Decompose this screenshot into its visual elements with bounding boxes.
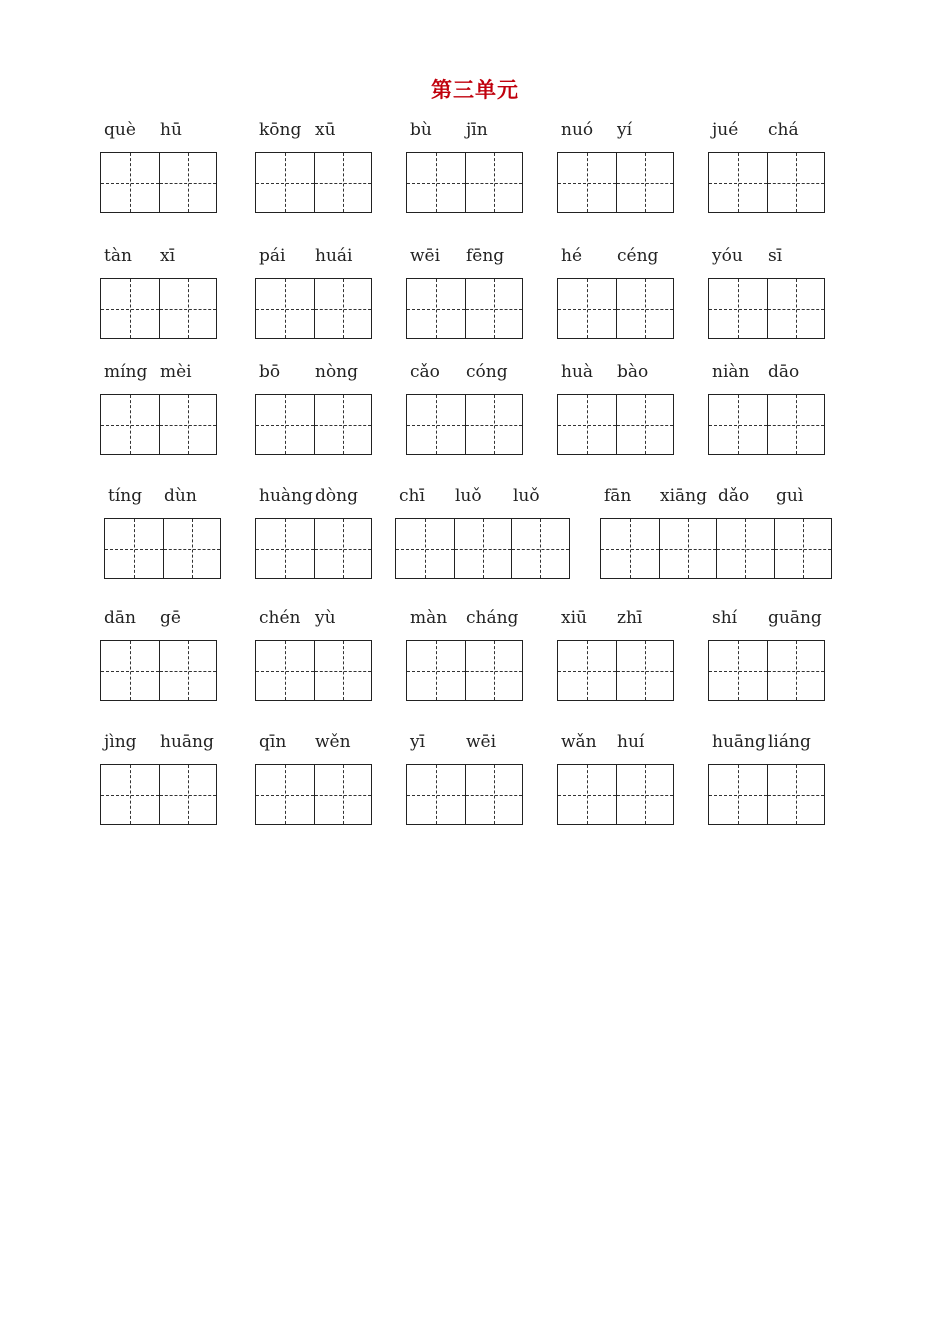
character-box[interactable] bbox=[105, 519, 163, 578]
pinyin-syllable: mèi bbox=[160, 362, 192, 382]
writing-grid[interactable] bbox=[255, 518, 372, 579]
character-box[interactable] bbox=[767, 279, 825, 338]
pinyin-syllable: zhī bbox=[617, 608, 643, 628]
pinyin-syllable: hé bbox=[561, 246, 583, 266]
character-box[interactable] bbox=[256, 395, 314, 454]
character-box[interactable] bbox=[407, 279, 465, 338]
writing-grid[interactable] bbox=[255, 764, 372, 825]
character-box[interactable] bbox=[709, 153, 767, 212]
character-box[interactable] bbox=[407, 153, 465, 212]
writing-grid[interactable] bbox=[395, 518, 570, 579]
writing-grid[interactable] bbox=[255, 640, 372, 701]
character-box[interactable] bbox=[465, 153, 523, 212]
writing-grid[interactable] bbox=[255, 152, 372, 213]
pinyin-syllable: cháng bbox=[466, 608, 519, 628]
writing-grid[interactable] bbox=[406, 278, 523, 339]
pinyin-syllable: tíng bbox=[108, 486, 143, 506]
character-box[interactable] bbox=[558, 765, 616, 824]
writing-grid[interactable] bbox=[600, 518, 832, 579]
character-box[interactable] bbox=[709, 641, 767, 700]
writing-grid[interactable] bbox=[708, 278, 825, 339]
pinyin-syllable: màn bbox=[410, 608, 448, 628]
character-box[interactable] bbox=[256, 765, 314, 824]
character-box[interactable] bbox=[465, 279, 523, 338]
pinyin-syllable: kōng bbox=[259, 120, 302, 140]
writing-grid[interactable] bbox=[100, 764, 217, 825]
pinyin-syllable: huái bbox=[315, 246, 353, 266]
character-box[interactable] bbox=[454, 519, 512, 578]
writing-grid[interactable] bbox=[406, 152, 523, 213]
writing-grid[interactable] bbox=[104, 518, 221, 579]
character-box[interactable] bbox=[101, 153, 159, 212]
writing-grid[interactable] bbox=[406, 394, 523, 455]
character-box[interactable] bbox=[407, 641, 465, 700]
character-box[interactable] bbox=[407, 395, 465, 454]
pinyin-syllable: dāo bbox=[768, 362, 800, 382]
pinyin-syllable: liáng bbox=[768, 732, 811, 752]
pinyin-syllable: bù bbox=[410, 120, 432, 140]
character-box[interactable] bbox=[256, 279, 314, 338]
writing-grid[interactable] bbox=[100, 394, 217, 455]
pinyin-syllable: wēi bbox=[410, 246, 441, 266]
pinyin-syllable: cóng bbox=[466, 362, 508, 382]
character-box[interactable] bbox=[101, 279, 159, 338]
character-box[interactable] bbox=[616, 395, 674, 454]
pinyin-syllable: hū bbox=[160, 120, 182, 140]
character-box[interactable] bbox=[314, 279, 372, 338]
writing-grid[interactable] bbox=[100, 152, 217, 213]
writing-grid[interactable] bbox=[708, 152, 825, 213]
pinyin-syllable: céng bbox=[617, 246, 659, 266]
writing-grid[interactable] bbox=[255, 278, 372, 339]
pinyin-syllable: nuó bbox=[561, 120, 594, 140]
character-box[interactable] bbox=[159, 395, 217, 454]
pinyin-syllable: dǎo bbox=[718, 486, 750, 506]
character-box[interactable] bbox=[558, 279, 616, 338]
writing-grid[interactable] bbox=[557, 640, 674, 701]
character-box[interactable] bbox=[709, 279, 767, 338]
pinyin-syllable: dùn bbox=[164, 486, 197, 506]
character-box[interactable] bbox=[396, 519, 454, 578]
pinyin-syllable: chá bbox=[768, 120, 799, 140]
character-box[interactable] bbox=[314, 641, 372, 700]
pinyin-syllable: pái bbox=[259, 246, 286, 266]
pinyin-syllable: yù bbox=[315, 608, 336, 628]
writing-grid[interactable] bbox=[708, 394, 825, 455]
character-box[interactable] bbox=[256, 641, 314, 700]
character-box[interactable] bbox=[314, 395, 372, 454]
pinyin-syllable: bō bbox=[259, 362, 281, 382]
pinyin-syllable: cǎo bbox=[410, 362, 440, 382]
writing-grid[interactable] bbox=[708, 640, 825, 701]
pinyin-syllable: bào bbox=[617, 362, 649, 382]
character-box[interactable] bbox=[767, 153, 825, 212]
pinyin-syllable: xiāng bbox=[660, 486, 707, 506]
pinyin-syllable: què bbox=[104, 120, 136, 140]
character-box[interactable] bbox=[767, 641, 825, 700]
character-box[interactable] bbox=[314, 153, 372, 212]
character-box[interactable] bbox=[101, 641, 159, 700]
writing-grid[interactable] bbox=[100, 278, 217, 339]
pinyin-syllable: jué bbox=[712, 120, 739, 140]
pinyin-syllable: xiū bbox=[561, 608, 587, 628]
writing-grid[interactable] bbox=[708, 764, 825, 825]
character-box[interactable] bbox=[465, 641, 523, 700]
page-title: 第三单元 bbox=[431, 78, 519, 102]
pinyin-syllable: huà bbox=[561, 362, 594, 382]
pinyin-syllable: wěn bbox=[315, 732, 351, 752]
pinyin-syllable: wǎn bbox=[561, 732, 597, 752]
character-box[interactable] bbox=[159, 641, 217, 700]
pinyin-syllable: xī bbox=[160, 246, 176, 266]
character-box[interactable] bbox=[407, 765, 465, 824]
pinyin-syllable: yī bbox=[410, 732, 426, 752]
pinyin-syllable: huí bbox=[617, 732, 645, 752]
pinyin-syllable: sī bbox=[768, 246, 783, 266]
pinyin-syllable: yóu bbox=[712, 246, 743, 266]
pinyin-syllable: xū bbox=[315, 120, 336, 140]
pinyin-syllable: jīn bbox=[466, 120, 488, 140]
character-box[interactable] bbox=[616, 153, 674, 212]
pinyin-syllable: nòng bbox=[315, 362, 359, 382]
pinyin-syllable: míng bbox=[104, 362, 148, 382]
character-box[interactable] bbox=[709, 395, 767, 454]
character-box[interactable] bbox=[558, 153, 616, 212]
writing-grid[interactable] bbox=[100, 640, 217, 701]
character-box[interactable] bbox=[163, 519, 221, 578]
character-box[interactable] bbox=[767, 765, 825, 824]
character-box[interactable] bbox=[314, 519, 372, 578]
pinyin-syllable: huāng bbox=[160, 732, 214, 752]
pinyin-syllable: fēng bbox=[466, 246, 505, 266]
character-box[interactable] bbox=[616, 765, 674, 824]
pinyin-syllable: luǒ bbox=[513, 486, 540, 506]
character-box[interactable] bbox=[101, 395, 159, 454]
pinyin-syllable: luǒ bbox=[455, 486, 482, 506]
character-box[interactable] bbox=[159, 153, 217, 212]
writing-grid[interactable] bbox=[557, 394, 674, 455]
pinyin-syllable: dān bbox=[104, 608, 136, 628]
character-box[interactable] bbox=[256, 153, 314, 212]
pinyin-syllable: huàng bbox=[259, 486, 313, 506]
character-box[interactable] bbox=[767, 395, 825, 454]
writing-grid[interactable] bbox=[255, 394, 372, 455]
writing-grid[interactable] bbox=[557, 278, 674, 339]
pinyin-syllable: chén bbox=[259, 608, 301, 628]
character-box[interactable] bbox=[659, 519, 717, 578]
pinyin-syllable: wēi bbox=[466, 732, 497, 752]
character-box[interactable] bbox=[616, 641, 674, 700]
character-box[interactable] bbox=[716, 519, 774, 578]
writing-grid[interactable] bbox=[557, 764, 674, 825]
pinyin-syllable: chī bbox=[399, 486, 425, 506]
pinyin-syllable: guāng bbox=[768, 608, 822, 628]
pinyin-syllable: fān bbox=[604, 486, 632, 506]
pinyin-syllable: dòng bbox=[315, 486, 358, 506]
pinyin-syllable: gē bbox=[160, 608, 181, 628]
character-box[interactable] bbox=[256, 519, 314, 578]
pinyin-syllable: niàn bbox=[712, 362, 750, 382]
writing-grid[interactable] bbox=[406, 764, 523, 825]
pinyin-syllable: shí bbox=[712, 608, 738, 628]
character-box[interactable] bbox=[511, 519, 569, 578]
pinyin-syllable: yí bbox=[617, 120, 633, 140]
writing-grid[interactable] bbox=[557, 152, 674, 213]
writing-grid[interactable] bbox=[406, 640, 523, 701]
character-box[interactable] bbox=[616, 279, 674, 338]
character-box[interactable] bbox=[159, 765, 217, 824]
character-box[interactable] bbox=[774, 519, 832, 578]
character-box[interactable] bbox=[558, 395, 616, 454]
character-box[interactable] bbox=[159, 279, 217, 338]
pinyin-syllable: tàn bbox=[104, 246, 132, 266]
character-box[interactable] bbox=[601, 519, 659, 578]
pinyin-syllable: huāng bbox=[712, 732, 766, 752]
pinyin-syllable: guì bbox=[776, 486, 804, 506]
character-box[interactable] bbox=[465, 395, 523, 454]
pinyin-syllable: qīn bbox=[259, 732, 287, 752]
character-box[interactable] bbox=[101, 765, 159, 824]
character-box[interactable] bbox=[314, 765, 372, 824]
pinyin-syllable: jìng bbox=[104, 732, 137, 752]
character-box[interactable] bbox=[709, 765, 767, 824]
character-box[interactable] bbox=[465, 765, 523, 824]
character-box[interactable] bbox=[558, 641, 616, 700]
